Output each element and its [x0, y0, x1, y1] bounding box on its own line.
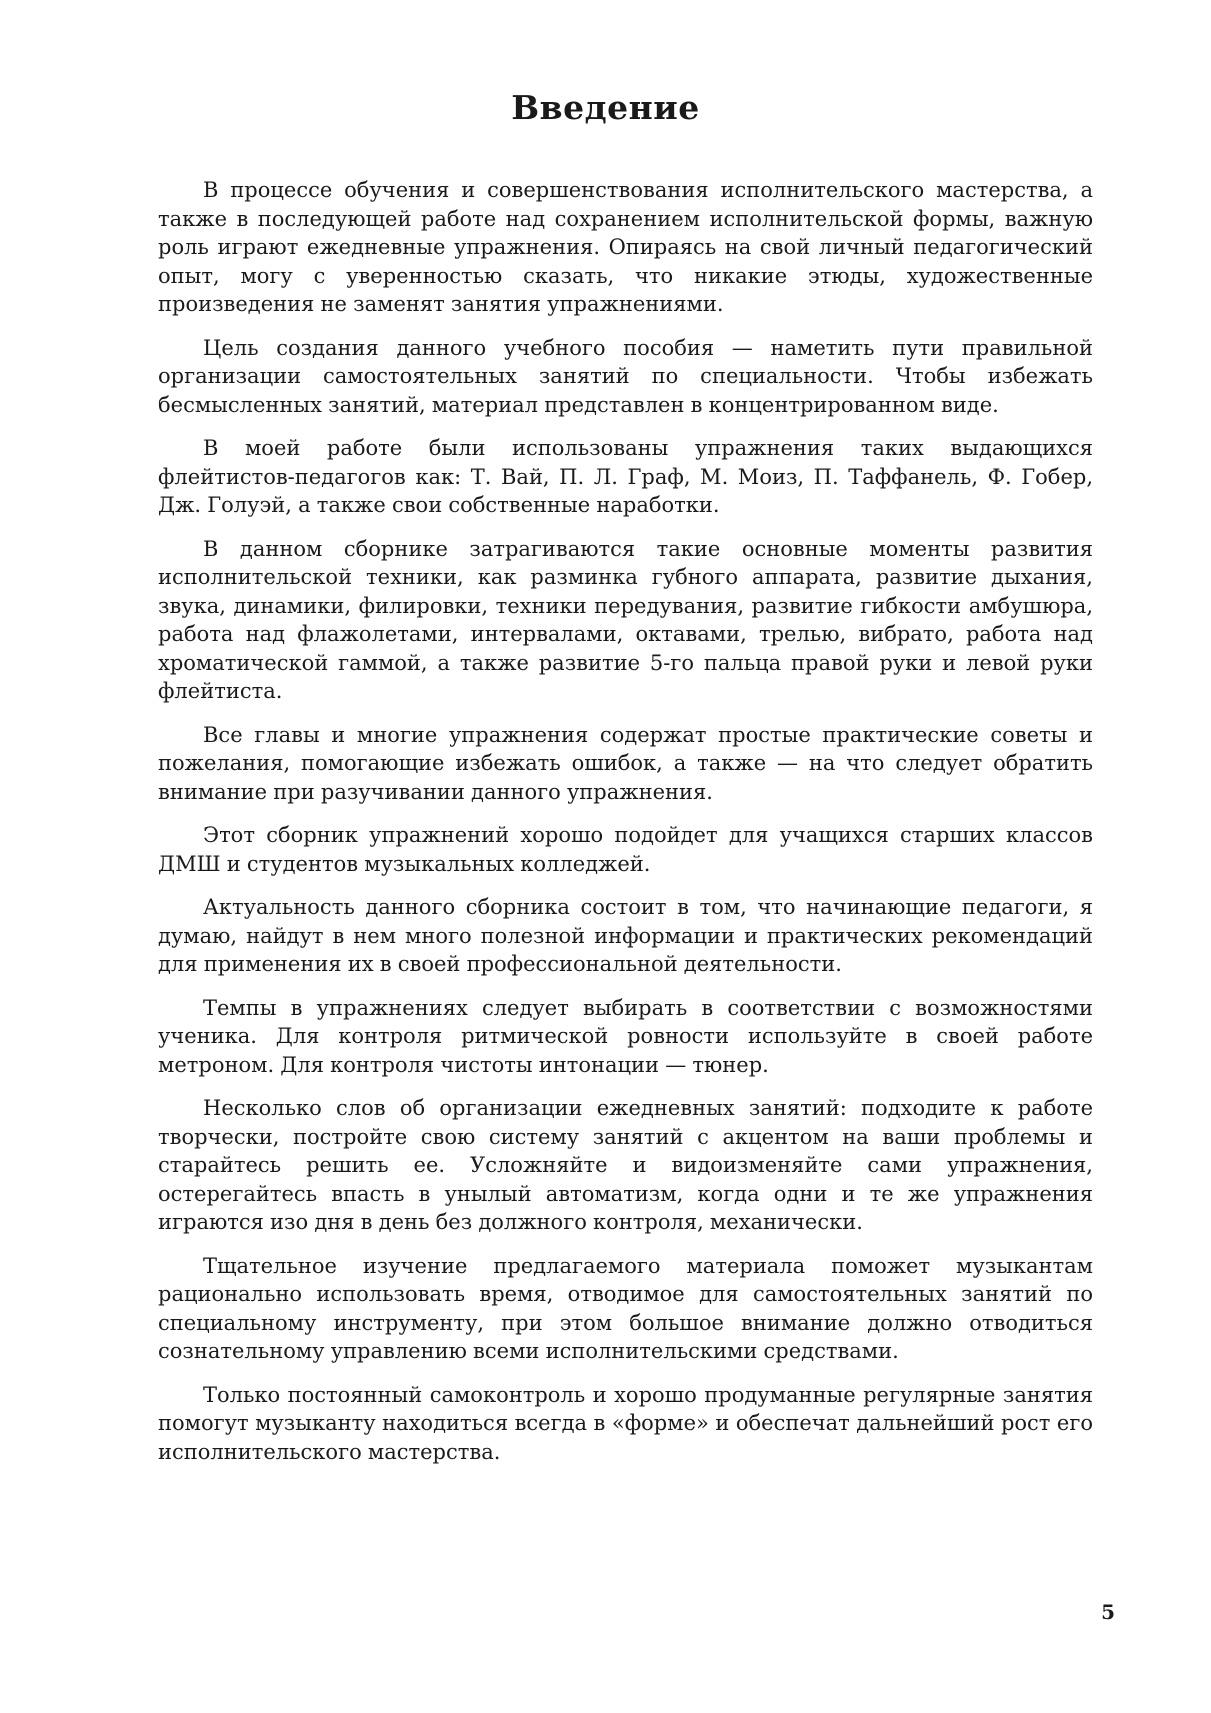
paragraph: Тщательное изучение предлагаемого материала поможет музыкантам рационально использовать время, отводимое для самостоятельных занятий по специальному инструменту, при этом большое внимание должно отводиться сознательному управлению всеми исполнительскими средствами. [158, 1253, 1093, 1363]
paragraph: Темпы в упражнениях следует выбирать в соответствии с возможностями ученика. Для контроля ритмической ровности используйте в своей работе метроном. Для контроля чистоты интонации — тюнер. [158, 995, 1093, 1077]
paragraph: В процессе обучения и совершенствования исполнительского мастерства, а также в последующей работе над сохранением исполнительской формы, важную роль играют ежедневные упражнения. Опираясь на свой личный педагогический опыт, могу с уверенностью сказать, что никакие этюды, художественные произведения не заменят занятия упражнениями. [158, 178, 1093, 316]
paragraph: Цель создания данного учебного пособия — наметить пути правильной организации самостоятельных занятий по специальности. Чтобы избежать бесмысленных занятий, материал представлен в концентрированном виде. [158, 335, 1093, 417]
paragraph: Этот сборник упражнений хорошо подойдет для учащихся старших классов ДМШ и студентов музыкальных колледжей. [158, 823, 1093, 876]
page-title: Введение [511, 88, 700, 127]
paragraph: Только постоянный самоконтроль и хорошо продуманные регулярные занятия помогут музыканту находиться всегда в «форме» и обеспечат дальнейший рост его исполнительского мастерства. [158, 1382, 1093, 1464]
page-number: 5 [1101, 1600, 1115, 1624]
paragraph: Все главы и многие упражнения содержат простые практические советы и пожелания, помогающие избежать ошибок, а также — на что следует обратить внимание при разучивании данного упражнения. [158, 722, 1093, 804]
paragraph: В данном сборнике затрагиваются такие основные моменты развития исполнительской техники, как разминка губного аппарата, развитие дыхания, звука, динамики, филировки, техники передувания, развитие гибкости амбушюра, работа над флажолетами, интервалами, октавами, трелью, вибрато, работа над хроматической гаммой, а также развитие 5-го пальца правой руки и левой руки флейтиста. [158, 536, 1093, 703]
paragraph: В моей работе были использованы упражнения таких выдающихся флейтистов-педагогов как: Т. Вай, П. Л. Граф, М. Моиз, П. Таффанель, Ф. Гобер, Дж. Голуэй, а также свои собственные наработки. [158, 436, 1093, 517]
body-text [158, 176, 1093, 1481]
paragraph: Актуальность данного сборника состоит в том, что начинающие педагоги, я думаю, найдут в нем много полезной информации и практических рекомендаций для применения их в своей профессиональной деятельности. [158, 895, 1093, 976]
paragraph: Несколько слов об организации ежедневных занятий: подходите к работе творчески, постройте свою систему занятий с акцентом на ваши проблемы и старайтесь решить ее. Усложняйте и видоизменяйте сами упражнения, остерегайтесь впасть в унылый автоматизм, когда одни и те же упражнения играются изо дня в день без должного контроля, механически. [158, 1096, 1093, 1234]
